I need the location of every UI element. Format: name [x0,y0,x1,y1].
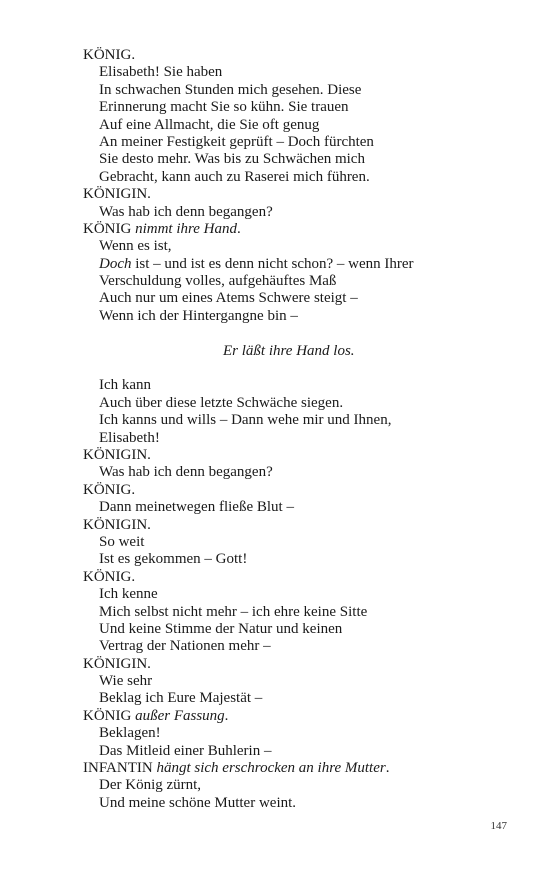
stage-direction: hängt sich erschrocken an ihre Mutter [156,760,386,777]
verse-line: Wenn es ist, [99,238,172,255]
verse-line: Ist es gekommen – Gott! [99,551,248,568]
verse-line: Was hab ich denn begangen? [99,203,273,220]
verse-line: Auch nur um eines Atems Schwere steigt – [99,290,358,307]
verse-line: Beklagen! [99,725,161,742]
speaker-line [83,760,503,777]
speaker-line [83,221,503,238]
emphasis: Doch [99,255,132,272]
stage-direction: außer Fassung [135,707,225,724]
verse-line: Verschuldung volles, aufgehäuftes Maß [99,273,337,290]
speaker-line [83,447,503,464]
verse-line: Dann meinetwegen fließe Blut – [99,499,294,516]
speaker-line [83,186,503,203]
speaker-name: KÖNIG [83,707,136,724]
punctuation: . [237,220,241,237]
verse-line: Elisabeth! Sie haben [99,64,223,81]
verse-line: Gebracht, kann auch zu Raserei mich führen. [99,168,370,185]
verse-line: In schwachen Stunden mich gesehen. Diese [99,81,362,98]
speaker-line [83,47,503,64]
speaker-name: KÖNIGIN. [83,516,151,533]
speaker-line [83,656,503,673]
verse-line: Ich kenne [99,586,158,603]
play-text [83,47,503,812]
verse-line: Mich selbst nicht mehr – ich ehre keine Sitte [99,603,368,620]
verse-line: Das Mitleid einer Buhlerin – [99,742,272,759]
speaker-name: KÖNIGIN. [83,655,151,672]
verse-line [83,256,503,273]
speaker-name: KÖNIG. [83,568,136,585]
verse-line: Auch über diese letzte Schwäche siegen. [99,394,344,411]
verse-line: Ich kanns und wills – Dann wehe mir und Ihnen, [99,412,392,429]
speaker-name: KÖNIGIN. [83,186,151,203]
punctuation: . [385,760,390,777]
stage-direction: nimmt ihre Hand [135,220,238,237]
verse-line: Sie desto mehr. Was bis zu Schwächen mich [99,151,365,168]
verse-text: ist – und ist es denn nicht schon? – wenn Ihrer [131,255,414,272]
verse-line: Beklag ich Eure Majestät – [99,690,263,707]
speaker-name: KÖNIG. [83,47,136,63]
verse-line: Der König zürnt, [99,777,202,794]
speaker-line [83,517,503,534]
verse-line: So weit [99,533,145,550]
verse-line: Wenn ich der Hintergangne bin – [99,307,298,324]
punctuation: . [224,707,229,724]
page-number: 147 [490,820,507,832]
verse-line: Erinnerung macht Sie so kühn. Sie trauen [99,99,349,116]
verse-line: Vertrag der Nationen mehr – [99,638,271,655]
verse-line: Auf eine Allmacht, die Sie oft genug [99,116,320,133]
verse-line: Und meine schöne Mutter weint. [99,794,297,811]
blank-line [83,360,503,377]
speaker-line [83,569,503,586]
verse-line: Und keine Stimme der Natur und keinen [99,620,343,637]
speaker-name: INFANTIN [83,760,157,777]
verse-line: An meiner Festigkeit geprüft – Doch fürchten [99,133,374,150]
verse-line: Ich kann [99,377,152,394]
verse-line: Wie sehr [99,673,153,690]
verse-line: Elisabeth! [99,429,160,446]
blank-line [83,325,503,342]
speaker-name: KÖNIG. [83,481,136,498]
speaker-line [83,708,503,725]
speaker-name: KÖNIGIN. [83,446,151,463]
speaker-name: KÖNIG [83,220,136,237]
verse-line: Was hab ich denn begangen? [99,464,273,481]
speaker-line [83,482,503,499]
stage-direction-line: Er läßt ihre Hand los. [223,342,355,359]
